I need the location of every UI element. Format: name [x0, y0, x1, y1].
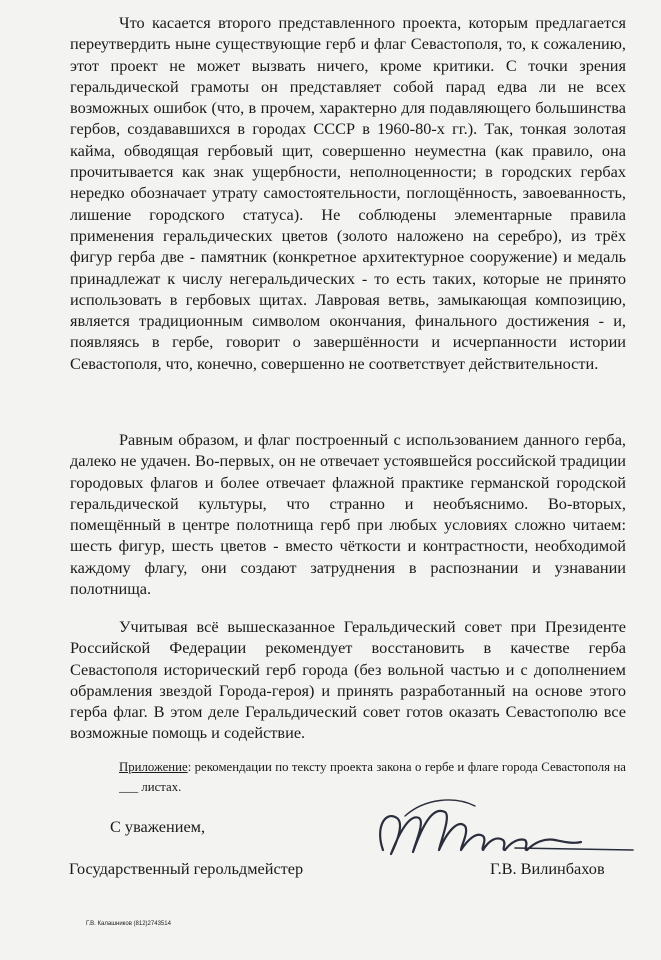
appendix-text: : рекомендации по тексту проекта закона о гербе и флаге города Севастополя на ___ листах.	[119, 760, 626, 794]
paragraph-flag-critique: Равным образом, и флаг построенный с использованием данного герба, далеко не удачен. Во-первых, он не отвечает устоявшейся российской традиции городовых флагов и более отвечает флажной практике германской городской геральдической культуры, что странно и необъяснимо. Во-вторых, помещённый в центре полотнища герб при любых условиях сложно читаем: шесть фигур, шесть цветов - вместо чёткости и контрастности, необходимой каждому флагу, они создают затруднения в распознании и узнавании полотнища.	[70, 430, 626, 599]
signer-name: Г.В. Вилинбахов	[490, 859, 605, 878]
signer-position: Государственный герольдмейстер	[69, 859, 304, 878]
closing-salutation: С уважением,	[110, 817, 206, 836]
paragraph-project-critique: Что касается второго представленного проекта, которым предлагается переутвердить ныне существующие герб и флаг Севастополя, то, к сожалению, этот проект не может вызвать ничего, кроме критики. С точки зрения геральдической грамоты он представляет собой парад едва ли не всех возможных ошибок (что, в прочем, характерно для подавляющего большинства гербов, создававшихся в городах СССР в 1960-80-х гг.). Так, тонкая золотая кайма, обводящая гербовый щит, совершенно неуместна (как правило, она прочитывается как знак ущербности, неполноценности; в городских гербах нередко обозначает утрату самостоятельности, поглощённость, завоеванность, лишение городского статуса). Не соблюдены элементарные правила применения геральдических цветов (золото наложено на серебро), из трёх фигур герба две - памятник (конкретное архитектурное сооружение) и медаль принадлежат к числу негеральдических - то есть таких, которые не принято использовать в гербовых щитах. Лавровая ветвь, замыкающая композицию, является традиционным символом окончания, финального достижения - и, появляясь в гербе, говорит о завершённости и исчерпанности истории Севастополя, что, конечно, совершенно не соответствует действительности.	[70, 13, 626, 373]
footer-contact: Г.В. Калашников (812)2743514	[86, 921, 171, 927]
paragraph-recommendation: Учитывая всё вышесказанное Геральдический совет при Президенте Российской Федерации рекомендует восстановить в качестве герба Севастополя исторический герб города (без вольной частью и с дополнением обрамления звездой Города-героя) и принять разработанный на основе этого герба флаг. В этом деле Геральдический совет готов оказать Севастополю все возможные помощь и содействие.	[70, 617, 626, 743]
appendix-label: Приложение	[119, 760, 188, 774]
